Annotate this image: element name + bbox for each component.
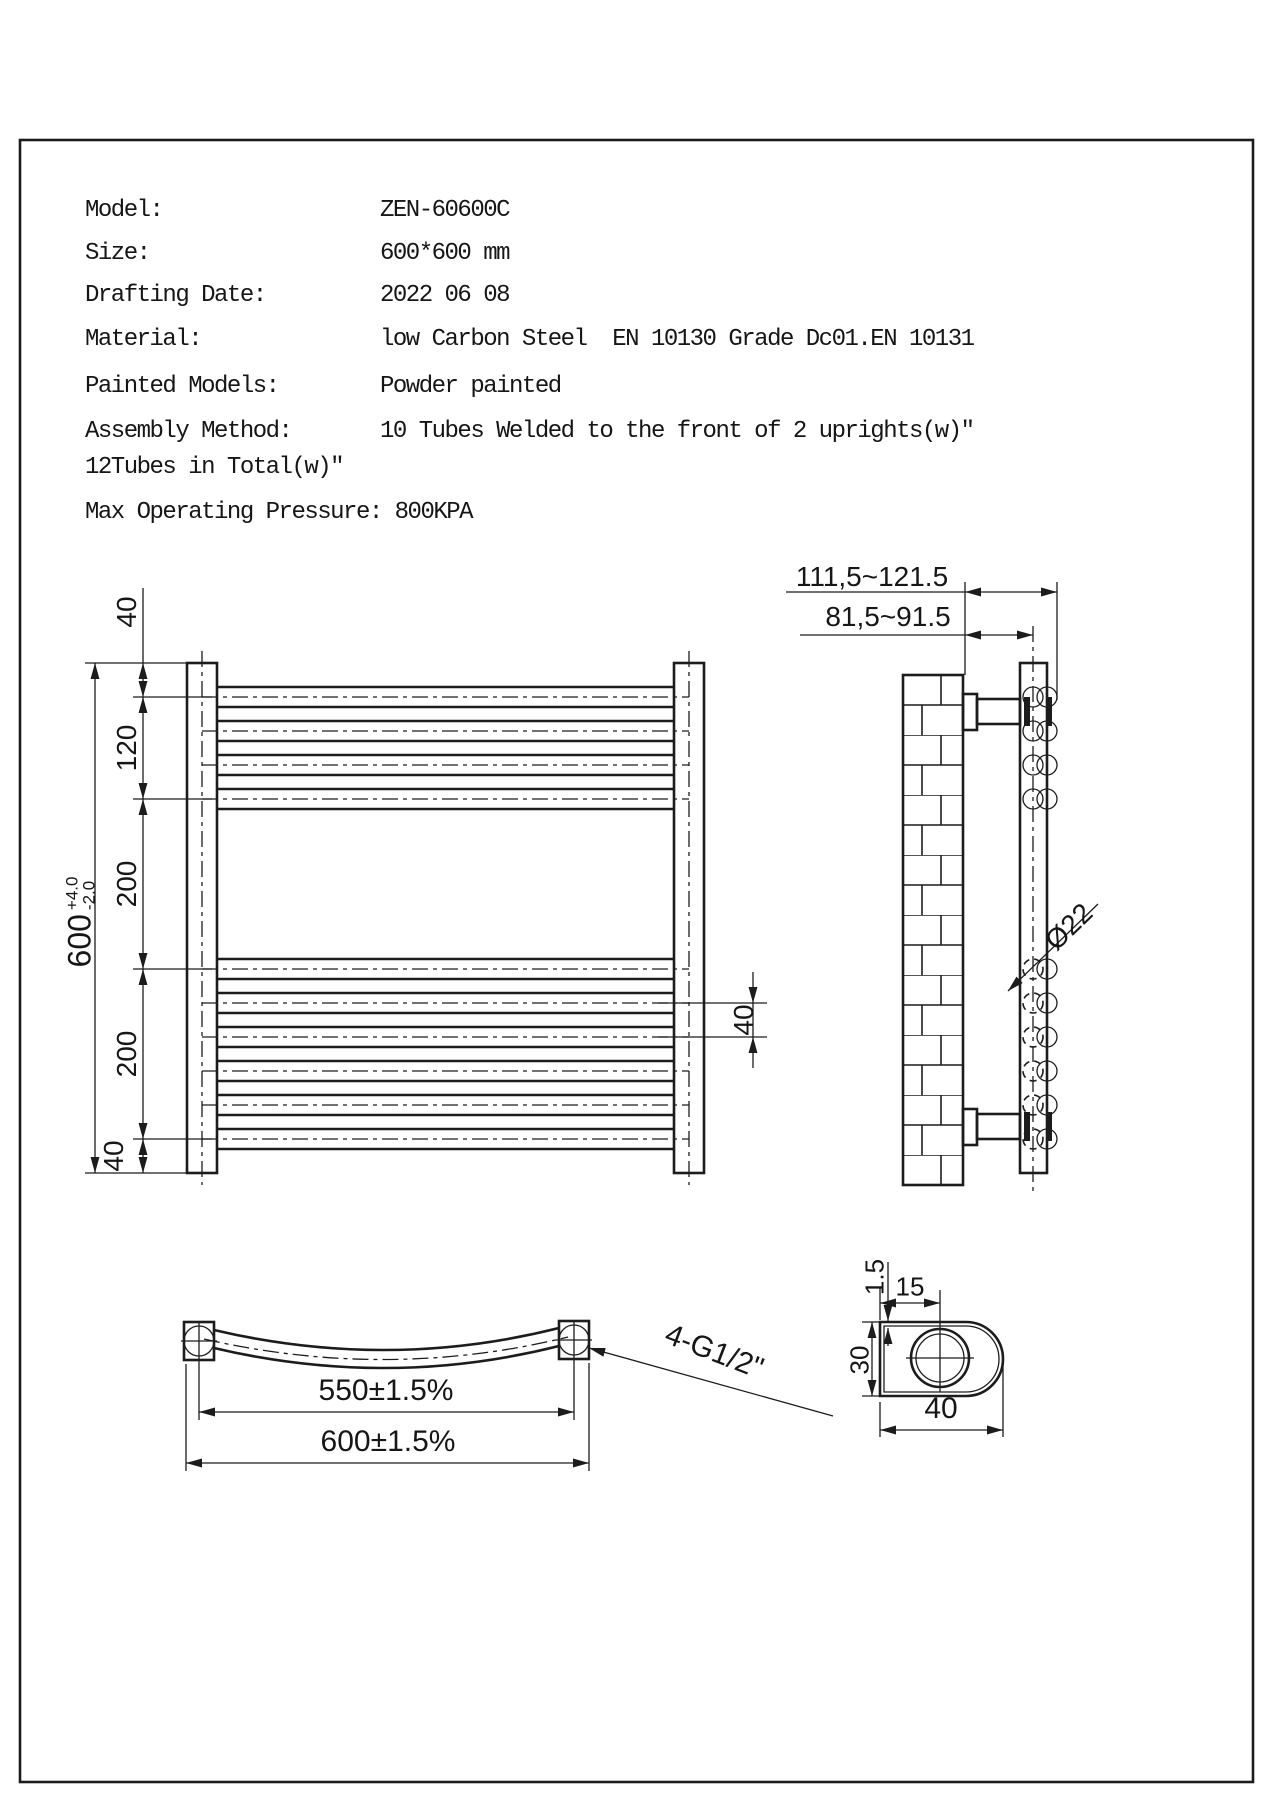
size-label: Size: [85, 240, 150, 267]
model-value: ZEN-60600C [380, 197, 510, 224]
dim-600-tol-minus: -2.0 [79, 880, 98, 911]
model-label: Model: [85, 197, 163, 224]
dim-600-tol-plus: +4.0 [62, 876, 81, 911]
dim-detail-40: 40 [924, 1392, 958, 1425]
date-label: Drafting Date: [85, 282, 266, 309]
material-value: low Carbon Steel EN 10130 Grade Dc01.EN 10131 [380, 326, 974, 353]
tube-group-top [202, 687, 689, 809]
dim-front-200-upper: 200 [111, 860, 142, 908]
dim-front-overall-600 [62, 877, 99, 968]
paint-label: Painted Models: [85, 373, 279, 400]
size-value: 600*600 mm [380, 240, 510, 267]
thread-callout: 4-G1/2" [660, 1317, 768, 1386]
material-label: Material: [85, 326, 202, 353]
front-view [85, 588, 767, 1185]
max-pressure: Max Operating Pressure: 800KPA [85, 499, 473, 526]
side-view [786, 582, 1098, 1192]
wall-section [903, 675, 963, 1185]
dim-front-120: 120 [111, 724, 142, 772]
dim-plan-550: 550±1.5% [318, 1374, 454, 1407]
bracket-top [963, 694, 1049, 730]
assembly-continued: 12Tubes in Total(w)″ [85, 454, 344, 481]
paint-value: Powder painted [380, 373, 561, 400]
dim-plan-600: 600±1.5% [320, 1425, 456, 1458]
dim-front-200-lower: 200 [111, 1030, 142, 1078]
dim-detail-30: 30 [844, 1345, 875, 1375]
front-dim-chain [85, 588, 217, 1173]
date-value: 2022 06 08 [380, 282, 510, 309]
dim-wall-to-front: 111,5~121.5 [795, 561, 949, 592]
left-upright [187, 663, 217, 1173]
dim-detail-thickness: 1.5 [859, 1258, 890, 1296]
dim-tube-spacing-40: 40 [728, 1004, 759, 1036]
assembly-label: Assembly Method: [85, 418, 292, 445]
dim-detail-15: 15 [895, 1271, 925, 1302]
right-upright [674, 663, 704, 1173]
tube-group-bottom [202, 959, 689, 1149]
dim-wall-to-center: 81,5~91.5 [825, 601, 951, 632]
assembly-value: 10 Tubes Welded to the front of 2 uprights(w)″ [380, 418, 974, 445]
tube-sections [1023, 687, 1057, 1149]
dim-front-bottom-40: 40 [98, 1140, 129, 1172]
dim-front-top-40: 40 [111, 596, 142, 628]
dim-tube-diameter: Ø22 [1038, 897, 1099, 957]
dim-600-value: 600 [61, 914, 98, 968]
